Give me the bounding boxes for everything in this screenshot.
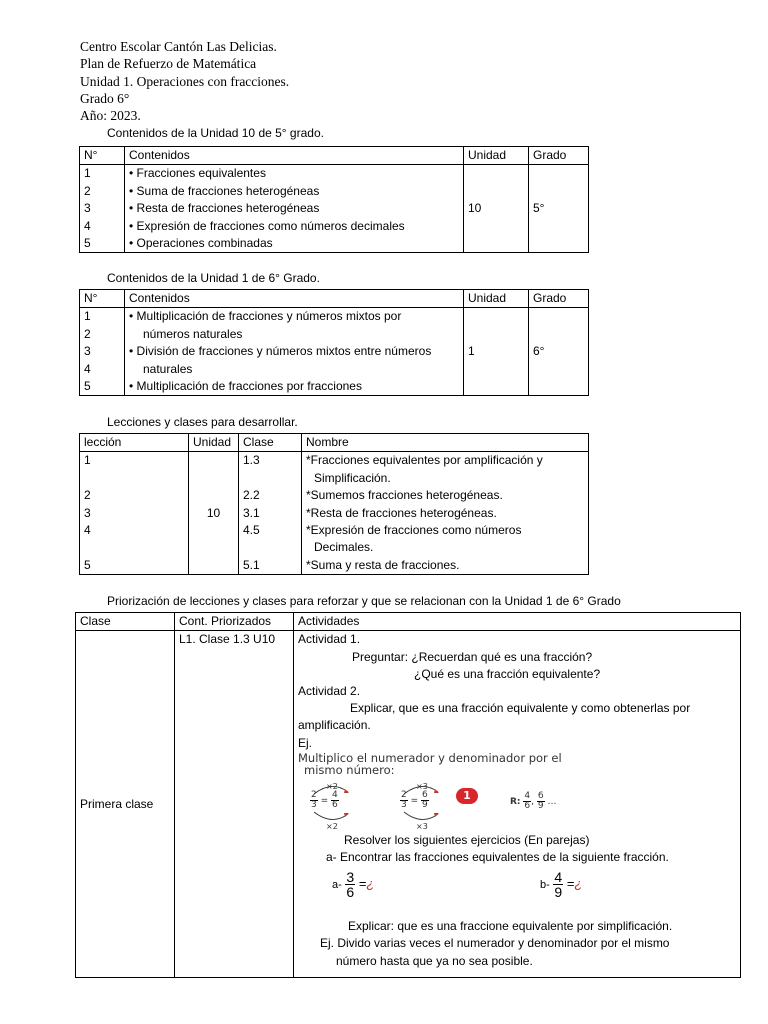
exercise-a-label: a- bbox=[332, 879, 342, 892]
table2-caption: Contenidos de la Unidad 1 de 6° Grado. bbox=[107, 271, 320, 285]
table2-content: • Multiplicación de fracciones por fracciones bbox=[129, 378, 362, 393]
table3-class: 1.3 bbox=[243, 453, 260, 468]
table3-class: 3.1 bbox=[243, 505, 260, 520]
table3 bbox=[79, 433, 589, 575]
resolver-text: Resolver los siguientes ejercicios (En parejas) bbox=[344, 832, 590, 847]
table3-classes-cell bbox=[239, 452, 302, 575]
table2-header-contents: Contenidos bbox=[125, 290, 464, 308]
table1-header-row bbox=[80, 147, 589, 165]
table2-numbers-cell bbox=[80, 308, 125, 396]
table3-unit: 10 bbox=[189, 452, 239, 575]
exercise-b-eq: = bbox=[566, 876, 575, 892]
table1-number: 4 bbox=[84, 218, 91, 233]
table3-name: Decimales. bbox=[314, 540, 374, 555]
table3-row bbox=[80, 452, 589, 575]
exercise-b bbox=[540, 870, 582, 899]
example2-line1: Ej. Divido varias veces el numerador y denominador por el mismo bbox=[320, 936, 670, 951]
activity2-text-line2: amplificación. bbox=[298, 718, 371, 733]
table1-contents-cell bbox=[125, 165, 464, 253]
table1-grade: 5° bbox=[529, 165, 589, 253]
exercise-b-unknown: ¿ bbox=[574, 876, 583, 892]
ex1-n2: 4 bbox=[332, 789, 338, 800]
table3-name: *Fracciones equivalentes por amplificación y bbox=[306, 453, 543, 468]
table1-header-grade: Grado bbox=[529, 147, 589, 165]
table2-content: naturales bbox=[143, 361, 193, 376]
table1-content: • Operaciones combinadas bbox=[129, 235, 273, 250]
ex1-mult-bottom: ×2 bbox=[326, 821, 338, 831]
activity1-question2: ¿Qué es una fracción equivalente? bbox=[414, 666, 601, 681]
table3-lesson: 4 bbox=[84, 522, 91, 537]
table3-lesson bbox=[84, 539, 184, 556]
grade: Grado 6° bbox=[80, 90, 130, 106]
table1-header-contents: Contenidos bbox=[125, 147, 464, 165]
simplification-text: Explicar: que es una fraccione equivalente por simplificación. bbox=[348, 919, 673, 934]
table1-content: • Resta de fracciones heterogéneas bbox=[129, 201, 320, 216]
example-fraction-2 bbox=[398, 778, 446, 831]
table3-name: *Expresión de fracciones como números bbox=[306, 522, 522, 537]
answer-f2-d: 9 bbox=[537, 800, 544, 811]
table1-header-n: N° bbox=[80, 147, 125, 165]
table1-unit: 10 bbox=[464, 165, 529, 253]
step-badge: 1 bbox=[456, 788, 478, 804]
exercise-a-unknown: ¿ bbox=[366, 876, 375, 892]
table4-header-row bbox=[76, 613, 741, 631]
table3-class bbox=[243, 470, 297, 487]
example-image bbox=[298, 750, 736, 831]
ex1-mult-top: ×2 bbox=[326, 781, 338, 791]
plan-title: Plan de Refuerzo de Matemática bbox=[80, 56, 257, 72]
ex2-mult-bottom: ×3 bbox=[416, 821, 428, 831]
answer-f2-n: 6 bbox=[537, 790, 544, 801]
year: Año: 2023. bbox=[80, 108, 141, 124]
table4 bbox=[75, 612, 741, 978]
table3-names-cell bbox=[302, 452, 589, 575]
table3-header-name: Nombre bbox=[302, 434, 589, 452]
table1-header-unit: Unidad bbox=[464, 147, 529, 165]
example-image-line1: Multiplico el numerador y denominador por el bbox=[298, 750, 562, 765]
exercise-a bbox=[332, 870, 374, 899]
table4-content: L1. Clase 1.3 U10 bbox=[175, 631, 294, 978]
answer-f1-n: 4 bbox=[524, 790, 531, 801]
table2 bbox=[79, 289, 589, 396]
table3-name: Simplificación. bbox=[314, 470, 391, 485]
activity1-title: Actividad 1. bbox=[298, 632, 361, 647]
table3-class: 2.2 bbox=[243, 488, 260, 503]
table2-header-row bbox=[80, 290, 589, 308]
ex2-eq: = bbox=[410, 795, 419, 806]
table3-class bbox=[243, 539, 297, 556]
table2-number: 4 bbox=[84, 361, 91, 376]
table1-content: • Fracciones equivalentes bbox=[129, 166, 266, 181]
table3-caption: Lecciones y clases para desarrollar. bbox=[107, 415, 298, 429]
ex2-d1: 3 bbox=[401, 799, 407, 810]
table3-header-leccion: lección bbox=[80, 434, 189, 452]
ex1-equation bbox=[310, 791, 339, 810]
unit-title: Unidad 1. Operaciones con fracciones. bbox=[80, 73, 290, 89]
table4-row bbox=[76, 631, 741, 978]
table4-header-prioritized: Cont. Priorizados bbox=[175, 613, 294, 631]
ex2-mult-top: ×3 bbox=[416, 781, 428, 791]
table1-number: 5 bbox=[84, 235, 91, 250]
table1-content: • Suma de fracciones heterogéneas bbox=[129, 183, 320, 198]
ex2-d2: 9 bbox=[422, 799, 428, 810]
table3-header-row bbox=[80, 434, 589, 452]
table2-unit: 1 bbox=[464, 308, 529, 396]
ex2-n2: 6 bbox=[422, 789, 428, 800]
table2-content: • Multiplicación de fracciones y números mixtos por bbox=[129, 309, 402, 324]
ex2-equation bbox=[400, 791, 429, 810]
activity1-question1: Preguntar: ¿Recuerdan qué es una fracción? bbox=[352, 649, 593, 664]
table2-contents-cell bbox=[125, 308, 464, 396]
table2-number: 5 bbox=[84, 378, 91, 393]
table1-number: 2 bbox=[84, 183, 91, 198]
answer-f1-d: 6 bbox=[524, 800, 531, 811]
table4-header-class: Clase bbox=[76, 613, 175, 631]
table3-lesson: 2 bbox=[84, 488, 91, 503]
table4-activities-cell bbox=[294, 631, 741, 978]
table2-header-n: N° bbox=[80, 290, 125, 308]
table3-name: *Resta de fracciones heterogéneas. bbox=[306, 505, 497, 520]
table2-header-unit: Unidad bbox=[464, 290, 529, 308]
table1-content: • Expresión de fracciones como números decimales bbox=[129, 218, 405, 233]
table3-class: 5.1 bbox=[243, 557, 260, 572]
table4-caption: Priorización de lecciones y clases para reforzar y que se relacionan con la Unidad 1 de 6° Grado bbox=[107, 594, 621, 608]
exercise-b-n: 4 bbox=[554, 869, 563, 886]
example-fraction-1 bbox=[308, 778, 356, 831]
table3-lessons-cell bbox=[80, 452, 189, 575]
ex1-d1: 3 bbox=[311, 799, 317, 810]
table1-row bbox=[80, 165, 589, 253]
table4-class: Primera clase bbox=[76, 631, 175, 978]
exercise-b-label: b- bbox=[540, 879, 550, 892]
table3-class: 4.5 bbox=[243, 522, 260, 537]
table2-content: números naturales bbox=[143, 326, 243, 341]
school-name: Centro Escolar Cantón Las Delicias. bbox=[80, 39, 277, 54]
example2-line2: número hasta que ya no sea posible. bbox=[336, 953, 533, 968]
answer-ellipsis: … bbox=[547, 796, 557, 807]
activity2-title: Actividad 2. bbox=[298, 684, 361, 699]
table1-caption: Contenidos de la Unidad 10 de 5° grado. bbox=[107, 126, 324, 140]
exercise-a-eq: = bbox=[358, 876, 367, 892]
table3-name: *Sumemos fracciones heterogéneas. bbox=[306, 488, 503, 503]
table3-lesson: 1 bbox=[84, 453, 91, 468]
exercise-b-d: 9 bbox=[554, 884, 563, 901]
table3-lesson: 3 bbox=[84, 505, 91, 520]
table3-header-class: Clase bbox=[239, 434, 302, 452]
ex1-d2: 6 bbox=[332, 799, 338, 810]
table2-number: 3 bbox=[84, 344, 91, 359]
table2-content: • División de fracciones y números mixtos entre números bbox=[129, 344, 432, 359]
ex1-n1: 2 bbox=[311, 789, 317, 800]
answer: R: $\frac{4}{6}$ , $\frac{6}{9}$ … bbox=[510, 790, 557, 811]
table3-lesson: 5 bbox=[84, 557, 91, 572]
table2-header-grade: Grado bbox=[529, 290, 589, 308]
document-header bbox=[80, 38, 289, 124]
ex2-n1: 2 bbox=[401, 789, 407, 800]
table1 bbox=[79, 146, 589, 253]
table2-number: 2 bbox=[84, 326, 91, 341]
answer-label: R: bbox=[510, 796, 521, 807]
table2-grade: 6° bbox=[529, 308, 589, 396]
table3-name: *Suma y resta de fracciones. bbox=[306, 557, 460, 572]
table1-number: 1 bbox=[84, 166, 91, 181]
table3-lesson bbox=[84, 470, 184, 487]
example-label: Ej. bbox=[298, 735, 313, 750]
item-a-text: a- Encontrar las fracciones equivalentes de la siguiente fracción. bbox=[326, 850, 669, 865]
table4-header-activities: Actividades bbox=[294, 613, 741, 631]
table3-header-unit: Unidad bbox=[189, 434, 239, 452]
exercise-a-d: 6 bbox=[346, 884, 355, 901]
activity2-text-line1: Explicar, que es una fracción equivalente y como obtenerlas por bbox=[350, 701, 691, 716]
exercises-row bbox=[298, 866, 736, 906]
exercise-a-n: 3 bbox=[346, 869, 355, 886]
ex1-eq: = bbox=[320, 795, 329, 806]
table1-number: 3 bbox=[84, 201, 91, 216]
table1-numbers-cell bbox=[80, 165, 125, 253]
example-image-line2: mismo número: bbox=[304, 762, 395, 777]
table2-number: 1 bbox=[84, 309, 91, 324]
table2-row bbox=[80, 308, 589, 396]
